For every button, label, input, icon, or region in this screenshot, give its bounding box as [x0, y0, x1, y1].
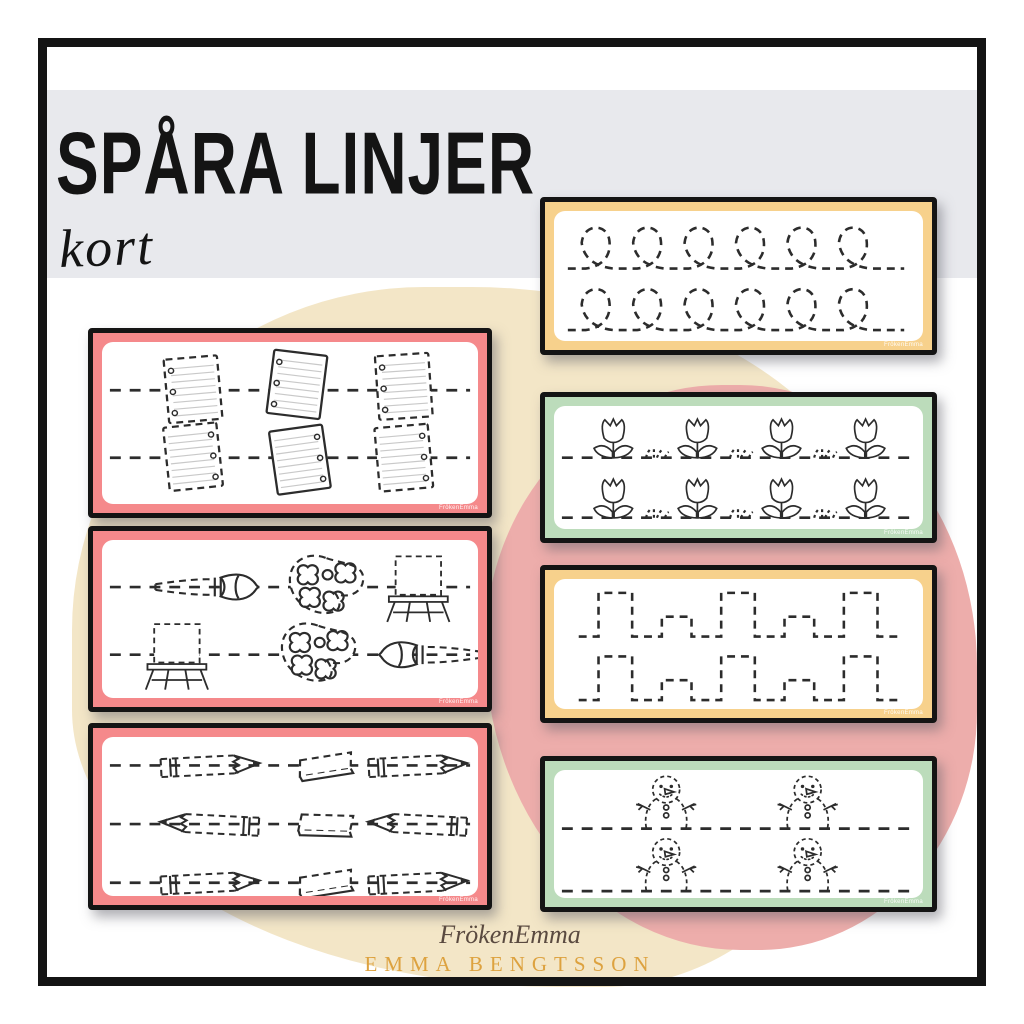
card-papers: [88, 328, 492, 518]
grass-icon: [646, 448, 669, 457]
page-subtitle: kort: [58, 215, 156, 279]
tulips-tracing-pattern: [554, 406, 923, 529]
square-wave-tracing-pattern: [554, 579, 923, 709]
snowman-icon: [636, 839, 696, 891]
tulip-icon: [762, 479, 801, 518]
card-watermark: FrökenEmma: [883, 899, 923, 905]
brand-name: EMMA BENGTSSON: [364, 952, 656, 976]
card-watermark: FrökenEmma: [883, 530, 923, 536]
card-loops-content: [554, 211, 923, 341]
snowmen-tracing-pattern: [554, 770, 923, 898]
card-watermark: FrökenEmma: [883, 710, 923, 716]
grass-icon: [730, 508, 753, 517]
card-loops: [540, 197, 937, 355]
card-watermark: FrökenEmma: [438, 699, 478, 705]
paper-sheet-icon: [375, 353, 433, 420]
page-title: SPÅRA LINJER: [56, 113, 536, 213]
eraser-icon: [298, 752, 354, 781]
tulip-icon: [846, 479, 885, 518]
card-watermark: FrökenEmma: [438, 897, 478, 903]
card-squares: [540, 565, 937, 723]
eraser-icon: [298, 811, 353, 839]
grass-icon: [814, 448, 837, 457]
card-watermark: FrökenEmma: [883, 342, 923, 348]
card-watermark: FrökenEmma: [438, 505, 478, 511]
snowman-icon: [778, 776, 838, 828]
grass-icon: [730, 448, 753, 457]
card-paint: [88, 526, 492, 712]
card-tulips: [540, 392, 937, 543]
palette-icon: [282, 623, 355, 680]
papers-tracing-pattern: [102, 342, 478, 504]
pencils-tracing-pattern: [102, 737, 478, 896]
palette-icon: [290, 556, 363, 613]
tulip-icon: [762, 419, 801, 458]
tulip-icon: [594, 419, 633, 458]
paper-sheet-icon: [269, 425, 331, 495]
card-pencils: [88, 723, 492, 910]
card-tulips-content: [554, 406, 923, 529]
snowman-icon: [636, 776, 696, 828]
paper-sheet-icon: [374, 424, 433, 492]
tulip-icon: [678, 419, 717, 458]
easel-icon: [146, 624, 208, 690]
card-snowmen-content: [554, 770, 923, 898]
grass-icon: [814, 508, 837, 517]
brand-script-signature: FrökenEmma: [439, 920, 581, 949]
grass-icon: [646, 508, 669, 517]
easel-icon: [387, 556, 449, 622]
card-pencils-content: [102, 737, 478, 896]
paper-sheet-icon: [163, 422, 223, 491]
paint-tracing-pattern: [102, 540, 478, 698]
tulip-icon: [594, 479, 633, 518]
paper-sheet-icon: [164, 355, 223, 423]
loops-tracing-pattern: [554, 211, 923, 341]
snowman-icon: [778, 839, 838, 891]
tulip-icon: [678, 479, 717, 518]
card-squares-content: [554, 579, 923, 709]
eraser-icon: [298, 870, 354, 896]
card-snowmen: [540, 756, 937, 912]
tulip-icon: [846, 419, 885, 458]
card-paint-content: [102, 540, 478, 698]
paper-sheet-icon: [266, 350, 327, 420]
card-papers-content: [102, 342, 478, 504]
